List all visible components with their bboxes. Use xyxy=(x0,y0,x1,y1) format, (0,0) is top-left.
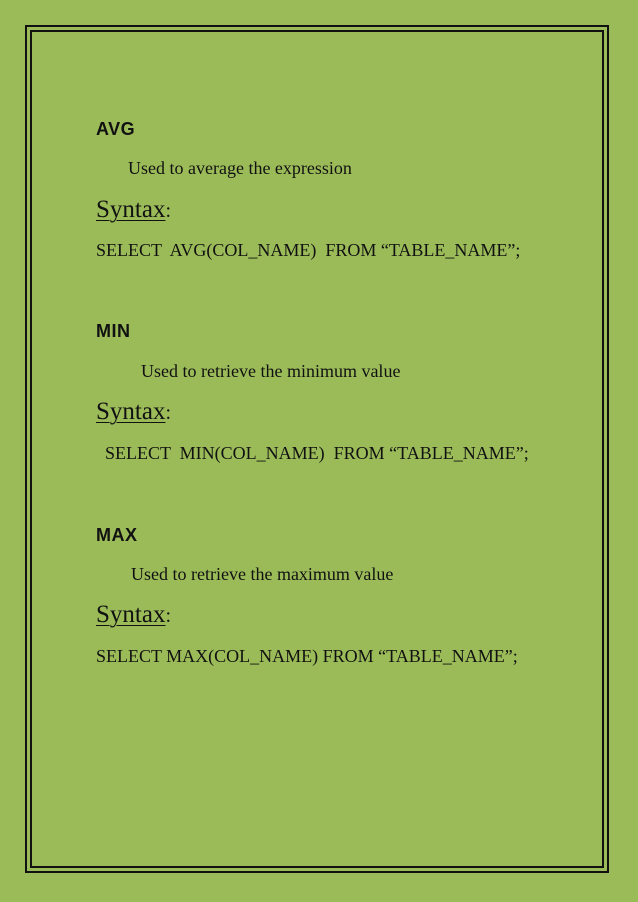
avg-syntax-word: Syntax xyxy=(96,196,166,223)
avg-heading: AVG xyxy=(96,119,136,139)
max-syntax-colon: : xyxy=(165,605,172,627)
max-description: Used to retrieve the maximum value xyxy=(131,564,394,584)
min-syntax-colon: : xyxy=(165,402,172,424)
avg-syntax-colon: : xyxy=(165,200,172,222)
min-syntax-code: SELECT MIN(COL_NAME) FROM “TABLE_NAME”; xyxy=(105,443,529,463)
min-syntax-label xyxy=(96,399,171,424)
max-syntax-label xyxy=(96,602,171,627)
avg-syntax-label xyxy=(96,197,171,222)
max-syntax-code: SELECT MAX(COL_NAME) FROM “TABLE_NAME”; xyxy=(96,646,518,666)
min-heading: MIN xyxy=(96,321,131,341)
avg-syntax-code: SELECT AVG(COL_NAME) FROM “TABLE_NAME”; xyxy=(96,240,521,260)
min-syntax-word: Syntax xyxy=(96,398,166,425)
max-syntax-word: Syntax xyxy=(96,601,166,628)
avg-description: Used to average the expression xyxy=(128,158,352,178)
min-description: Used to retrieve the minimum value xyxy=(141,361,401,381)
max-heading: MAX xyxy=(96,525,138,545)
